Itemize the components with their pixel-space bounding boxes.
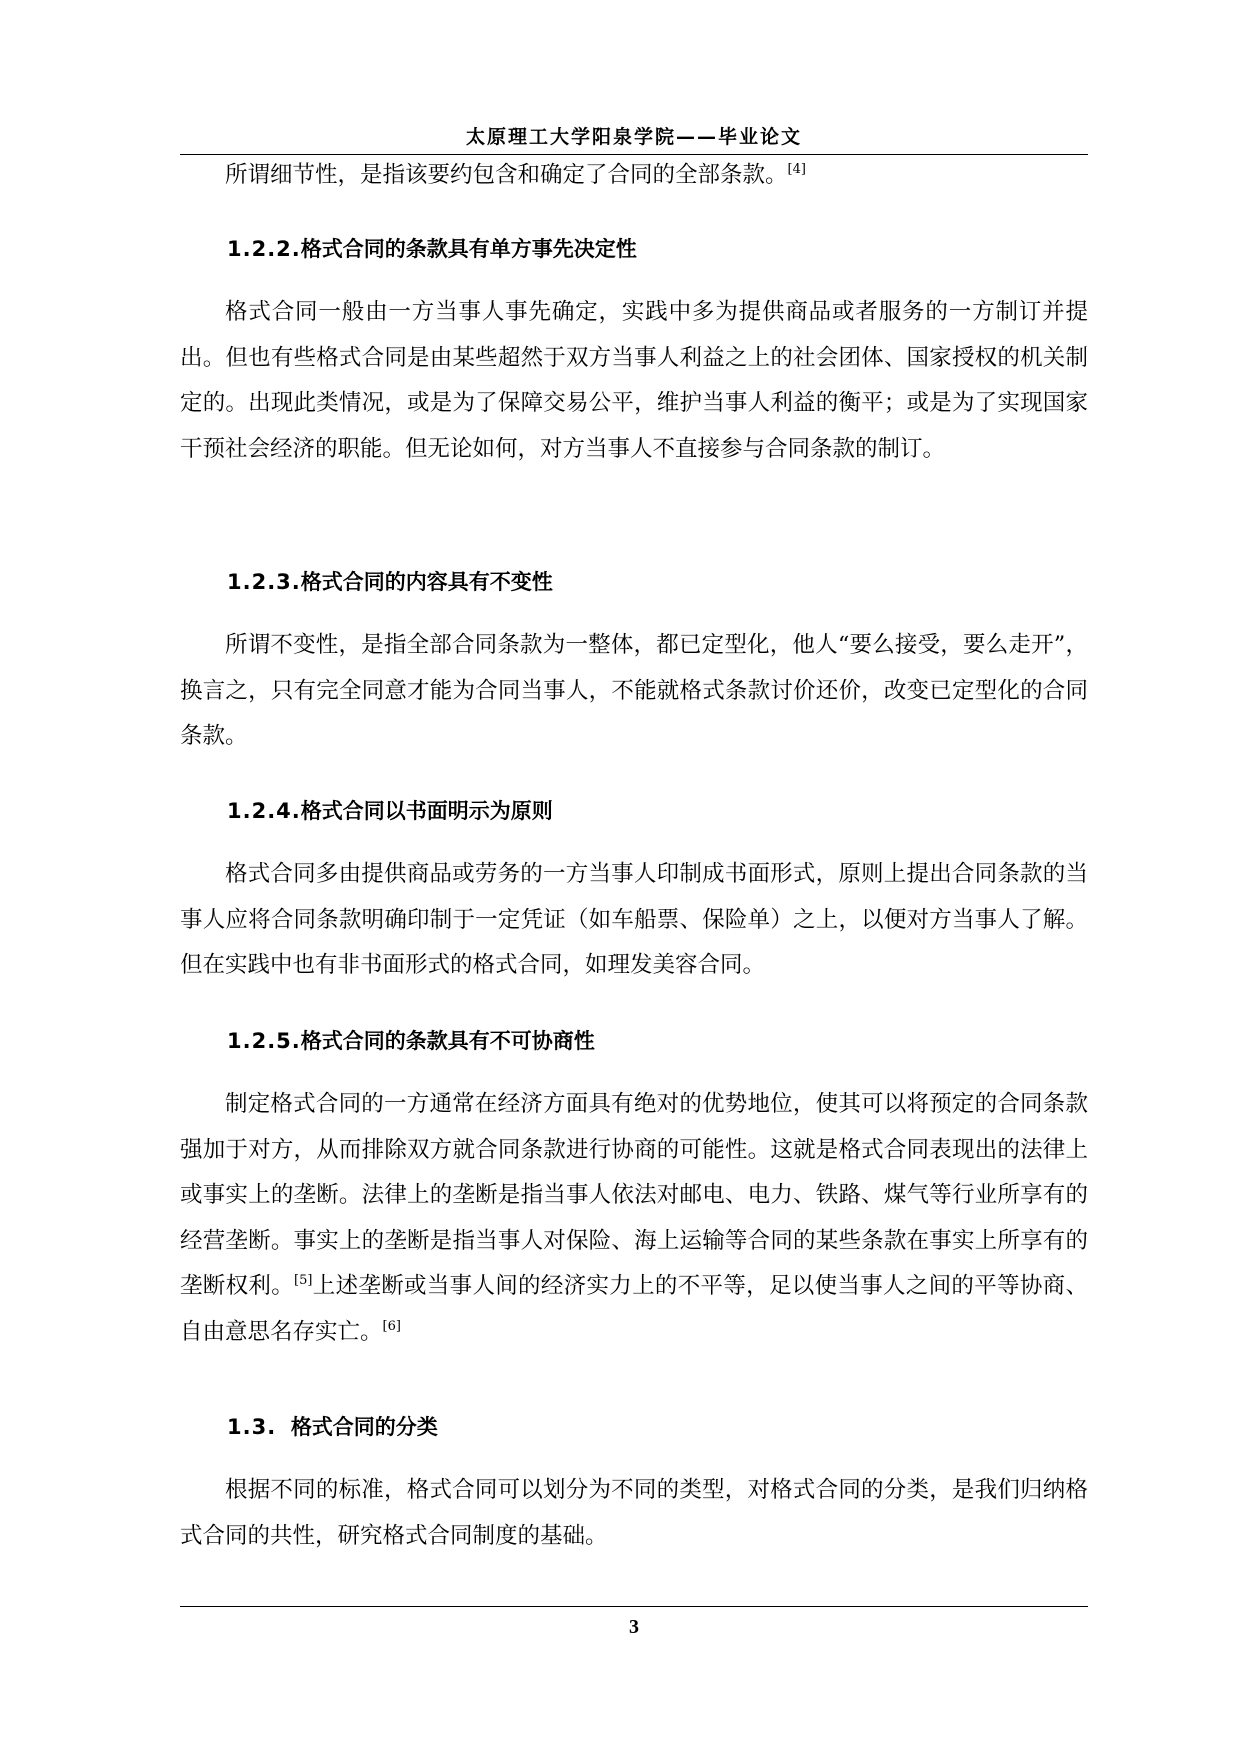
paragraph-text: 格式合同多由提供商品或劳务的一方当事人印制成书面形式，原则上提出合同条款的当事人应将合同条款明确印制于一定凭证（如车船票、保险单）之上，以便对方当事人了解。但在实践中也有非书面形式的格式合同，如理发美容合同。 (180, 861, 1088, 978)
running-header-title: 太原理工大学阳泉学院——毕业论文 (465, 126, 802, 148)
paragraph-text: 格式合同一般由一方当事人事先确定，实践中多为提供商品或者服务的一方制订并提出。但也有些格式合同是由某些超然于双方当事人利益之上的社会团体、国家授权的机关制定的。出现此类情况，或是为了保障交易公平，维护当事人利益的衡平；或是为了实现国家干预社会经济的职能。但无论如何，对方当事人不直接参与合同条款的制订。 (180, 299, 1088, 462)
paragraph-text: 上述垄断或当事人间的经济实力上的不平等，足以使当事人之间的平等协商、自由意思名存实亡。 (180, 1273, 1088, 1345)
paragraph-text: 所谓不变性，是指全部合同条款为一整体，都已定型化，他人“要么接受，要么走开”，换言之，只有完全同意才能为合同当事人，不能就格式条款讨价还价，改变已定型化的合同条款。 (180, 632, 1088, 749)
page-number: 3 (629, 1616, 639, 1638)
citation-ref: [4] (787, 162, 806, 177)
section-number: 1.2.5. (227, 1029, 301, 1053)
section-heading-1-2-5 (227, 1026, 595, 1056)
section-title: 格式合同的分类 (290, 1415, 438, 1439)
section-heading-1-2-4 (227, 796, 553, 826)
section-title: 格式合同的条款具有不可协商性 (300, 1029, 595, 1053)
section-title: 格式合同的内容具有不变性 (300, 570, 553, 594)
section-heading-1-3 (227, 1412, 438, 1442)
section-heading-1-2-3 (227, 567, 553, 597)
section-number: 1.3. (227, 1415, 277, 1439)
section-number: 1.2.3. (227, 570, 301, 594)
paragraph-non-negotiable (180, 1082, 1088, 1355)
citation-ref: [6] (382, 1318, 401, 1334)
section-number: 1.2.4. (227, 799, 301, 823)
paragraph-written-form (180, 852, 1088, 989)
section-heading-1-2-2 (227, 234, 637, 264)
citation-ref: [5] (294, 1273, 313, 1288)
paragraph-text: 所谓细节性，是指该要约包含和确定了合同的全部条款。 (225, 162, 788, 188)
section-number: 1.2.2. (227, 237, 301, 261)
paragraph-text: 根据不同的标准，格式合同可以划分为不同的类型，对格式合同的分类，是我们归纳格式合同的共性，研究格式合同制度的基础。 (180, 1477, 1088, 1549)
paragraph-unilateral (180, 290, 1088, 472)
paragraph-detail-definition (180, 153, 1088, 199)
section-title: 格式合同的条款具有单方事先决定性 (300, 237, 637, 261)
footer-rule (180, 1606, 1088, 1607)
section-title: 格式合同以书面明示为原则 (300, 799, 553, 823)
paragraph-classification (180, 1468, 1088, 1559)
paragraph-invariability (180, 623, 1088, 760)
paragraph-text: 制定格式合同的一方通常在经济方面具有绝对的优势地位，使其可以将预定的合同条款强加于对方，从而排除双方就合同条款进行协商的可能性。这就是格式合同表现出的法律上或事实上的垄断。法律上的垄断是指当事人依法对邮电、电力、铁路、煤气等行业所享有的经营垄断。事实上的垄断是指当事人对保险、海上运输等合同的某些条款在事实上所享有的垄断权利。 (180, 1091, 1088, 1299)
